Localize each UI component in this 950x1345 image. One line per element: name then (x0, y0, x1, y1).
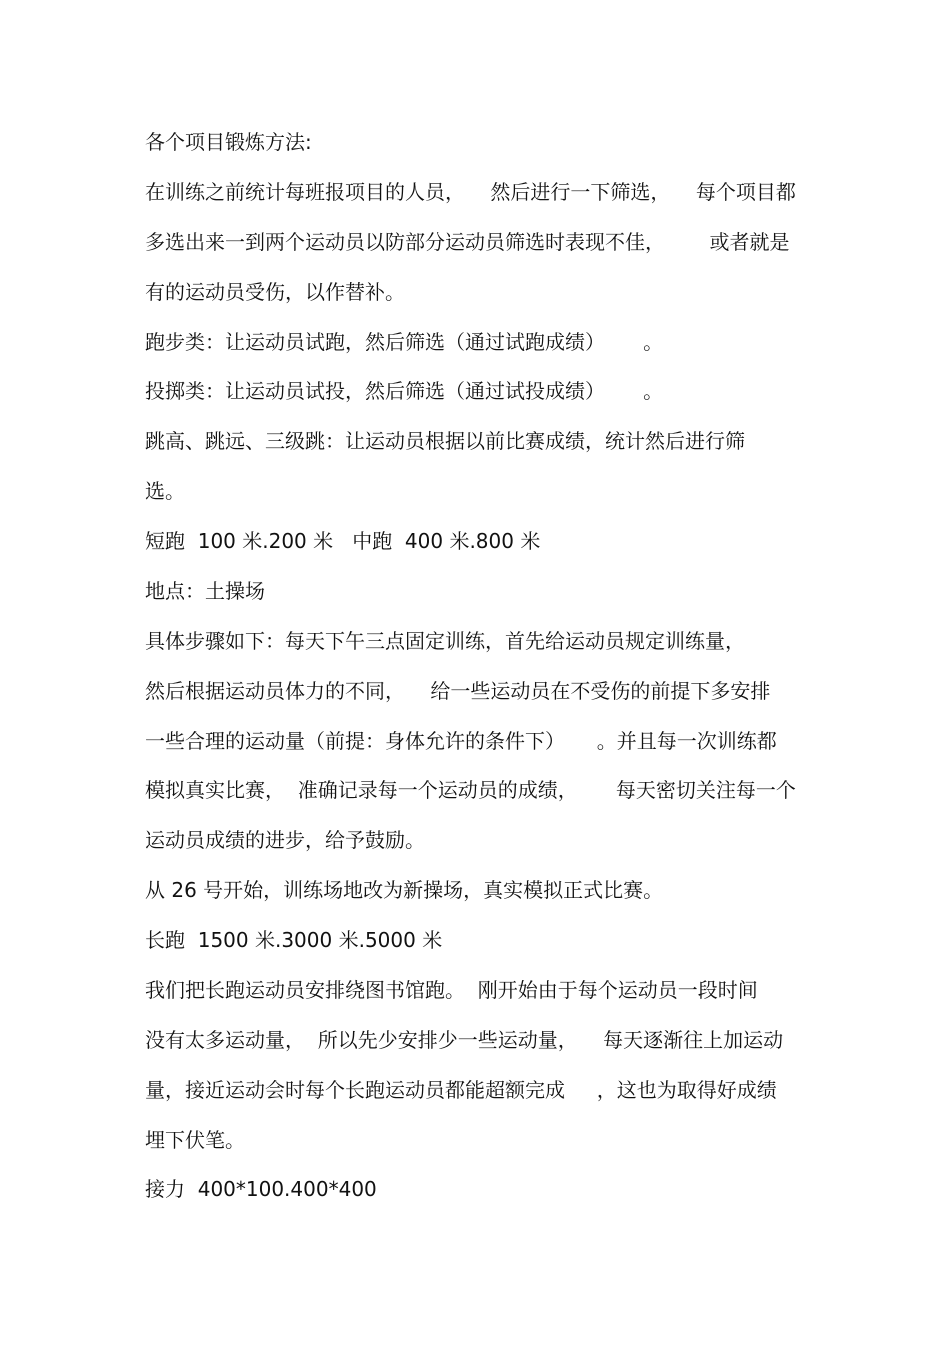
paragraph-line: 跑步类：让运动员试跑，然后筛选（通过试跑成绩） 。 (145, 330, 664, 354)
paragraph-line: 有的运动员受伤，以作替补。 (145, 280, 405, 304)
paragraph-line: 没有太多运动量， 所以先少安排少一些运动量， 每天逐渐往上加运动 (145, 1028, 784, 1052)
paragraph-line: 量，接近运动会时每个长跑运动员都能超额完成 ，这也为取得好成绩 (145, 1078, 777, 1102)
paragraph-line: 地点：土操场 (145, 579, 265, 603)
paragraph-line: 投掷类：让运动员试投，然后筛选（通过试投成绩） 。 (145, 379, 664, 403)
paragraph-line: 从 26 号开始，训练场地改为新操场，真实模拟正式比赛。 (145, 878, 664, 902)
paragraph-line: 接力 400*100.400*400 (145, 1177, 377, 1201)
section-heading: 各个项目锻炼方法: (145, 130, 312, 154)
paragraph-line: 模拟真实比赛， 准确记录每一个运动员的成绩， 每天密切关注每一个 (145, 778, 796, 802)
paragraph-line: 短跑 100 米.200 米 中跑 400 米.800 米 (145, 529, 541, 553)
paragraph-line: 具体步骤如下：每天下午三点固定训练，首先给运动员规定训练量， (145, 629, 745, 653)
paragraph-line: 跳高、跳远、三级跳：让运动员根据以前比赛成绩，统计然后进行筛 (145, 429, 745, 453)
paragraph-line: 然后根据运动员体力的不同， 给一些运动员在不受伤的前提下多安排 (145, 679, 771, 703)
paragraph-line: 埋下伏笔。 (145, 1128, 245, 1152)
paragraph-line: 一些合理的运动量（前提：身体允许的条件下） 。并且每一次训练都 (145, 729, 777, 753)
paragraph-line: 在训练之前统计每班报项目的人员， 然后进行一下筛选， 每个项目都 (145, 180, 796, 204)
paragraph-line: 我们把长跑运动员安排绕图书馆跑。 刚开始由于每个运动员一段时间 (145, 978, 758, 1002)
paragraph-line: 选。 (145, 479, 185, 503)
paragraph-line: 长跑 1500 米.3000 米.5000 米 (145, 928, 443, 952)
paragraph-line: 多选出来一到两个运动员以防部分运动员筛选时表现不佳， 或者就是 (145, 230, 790, 254)
paragraph-line: 运动员成绩的进步，给予鼓励。 (145, 828, 425, 852)
